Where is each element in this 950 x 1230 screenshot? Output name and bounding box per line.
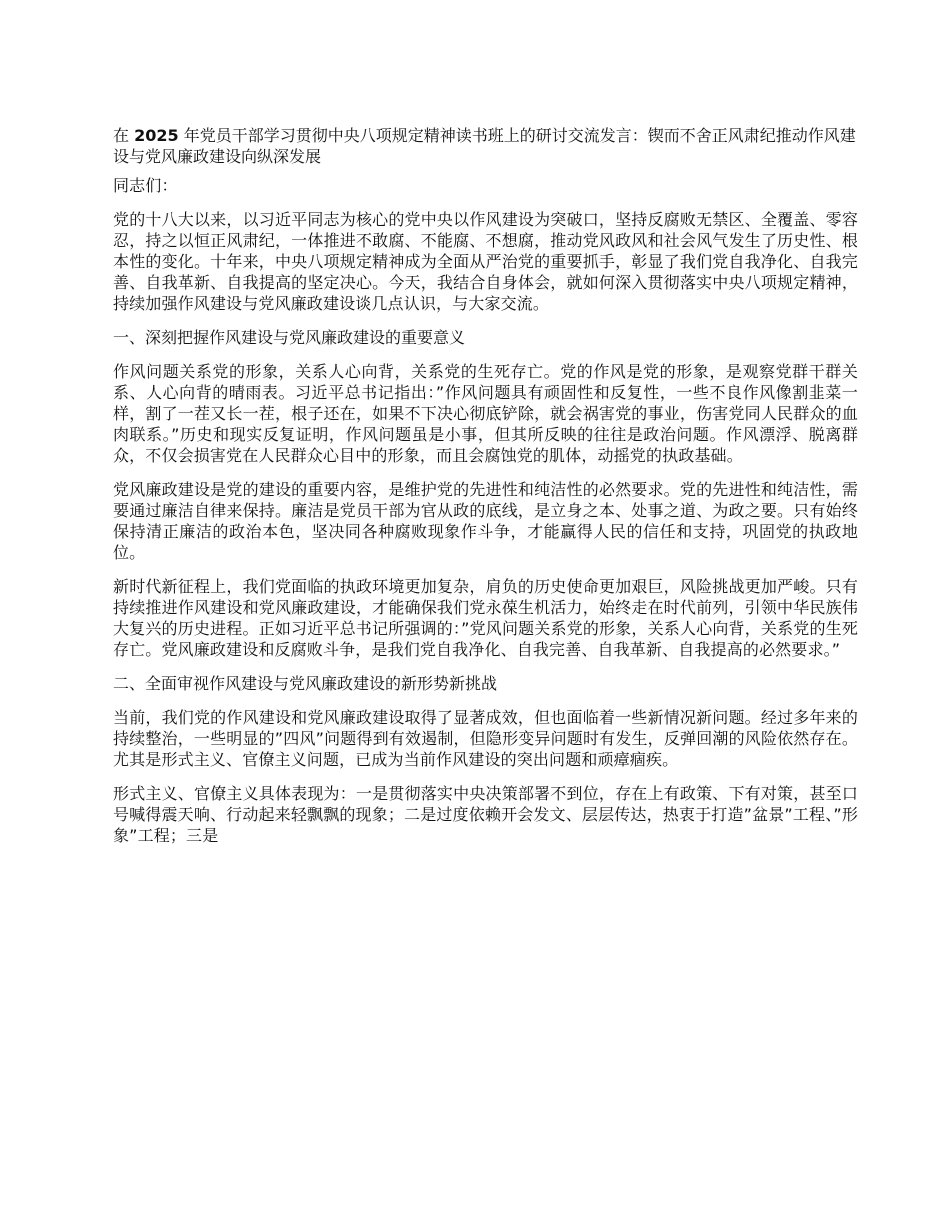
salutation: 同志们： <box>113 176 178 195</box>
section1-paragraph-3: 新时代新征程上，我们党面临的执政环境更加复杂，肩负的历史使命更加艰巨，风险挑战更加严峻。只有持续推进作风建设和党风廉政建设，才能确保我们党永葆生机活力，始终走在时代前列，引领中华民族伟大复兴的历史进程。正如习近平总书记所强调的：”党风问题关系党的形象，关系人心向背，关系党的生死存亡。党风廉政建设和反腐败斗争，是我们党自我净化、自我完善、自我革新、自我提高的必然要求。” <box>113 577 858 659</box>
title-rest: 年党员干部学习贯彻中央八项规定精神读书班上的研讨交流发言：锲而不舍正风肃纪推动作风建设与党风廉政建设向纵深发展 <box>113 126 856 166</box>
title-prefix: 在 <box>113 126 130 145</box>
document-page <box>113 125 858 859</box>
section-heading-2: 二、全面审视作风建设与党风廉政建设的新形势新挑战 <box>113 674 498 693</box>
section-heading-1: 一、深刻把握作风建设与党风廉政建设的重要意义 <box>113 328 466 347</box>
section2-paragraph-1: 当前，我们党的作风建设和党风廉政建设取得了显著成效，但也面临着一些新情况新问题。经过多年来的持续整治，一些明显的”四风”问题得到有效遏制，但隐形变异问题时有发生，反弹回潮的风险依然存在。尤其是形式主义、官僚主义问题，已成为当前作风建设的突出问题和顽瘴痼疾。 <box>113 708 858 769</box>
intro-paragraph: 党的十八大以来，以习近平同志为核心的党中央以作风建设为突破口，坚持反腐败无禁区、全覆盖、零容忍，持之以恒正风肃纪，一体推进不敢腐、不能腐、不想腐，推动党风政风和社会风气发生了历史性、根本性的变化。十年来，中央八项规定精神成为全面从严治党的重要抓手，彰显了我们党自我净化、自我完善、自我革新、自我提高的坚定决心。今天，我结合自身体会，就如何深入贯彻落实中央八项规定精神，持续加强作风建设与党风廉政建设谈几点认识，与大家交流。 <box>113 210 858 313</box>
title-year: 2025 <box>134 126 179 145</box>
section1-paragraph-2: 党风廉政建设是党的建设的重要内容，是维护党的先进性和纯洁性的必然要求。党的先进性和纯洁性，需要通过廉洁自律来保持。廉洁是党员干部为官从政的底线，是立身之本、处事之道、为政之要。只有始终保持清正廉洁的政治本色，坚决同各种腐败现象作斗争，才能赢得人民的信任和支持，巩固党的执政地位。 <box>113 480 858 562</box>
section2-paragraph-2: 形式主义、官僚主义具体表现为：一是贯彻落实中央决策部署不到位，存在上有政策、下有对策，甚至口号喊得震天响、行动起来轻飘飘的现象；二是过度依赖开会发文、层层传达，热衷于打造”盆景”工程、”形象”工程；三是 <box>113 784 858 845</box>
document-title <box>113 125 858 167</box>
section1-paragraph-1: 作风问题关系党的形象，关系人心向背，关系党的生死存亡。党的作风是党的形象，是观察党群干群关系、人心向背的晴雨表。习近平总书记指出：”作风问题具有顽固性和反复性，一些不良作风像割韭菜一样，割了一茬又长一茬，根子还在，如果不下决心彻底铲除，就会祸害党的事业，伤害党同人民群众的血肉联系。”历史和现实反复证明，作风问题虽是小事，但其所反映的往往是政治问题。作风漂浮、脱离群众，不仅会损害党在人民群众心目中的形象，而且会腐蚀党的肌体，动摇党的执政基础。 <box>113 362 858 465</box>
